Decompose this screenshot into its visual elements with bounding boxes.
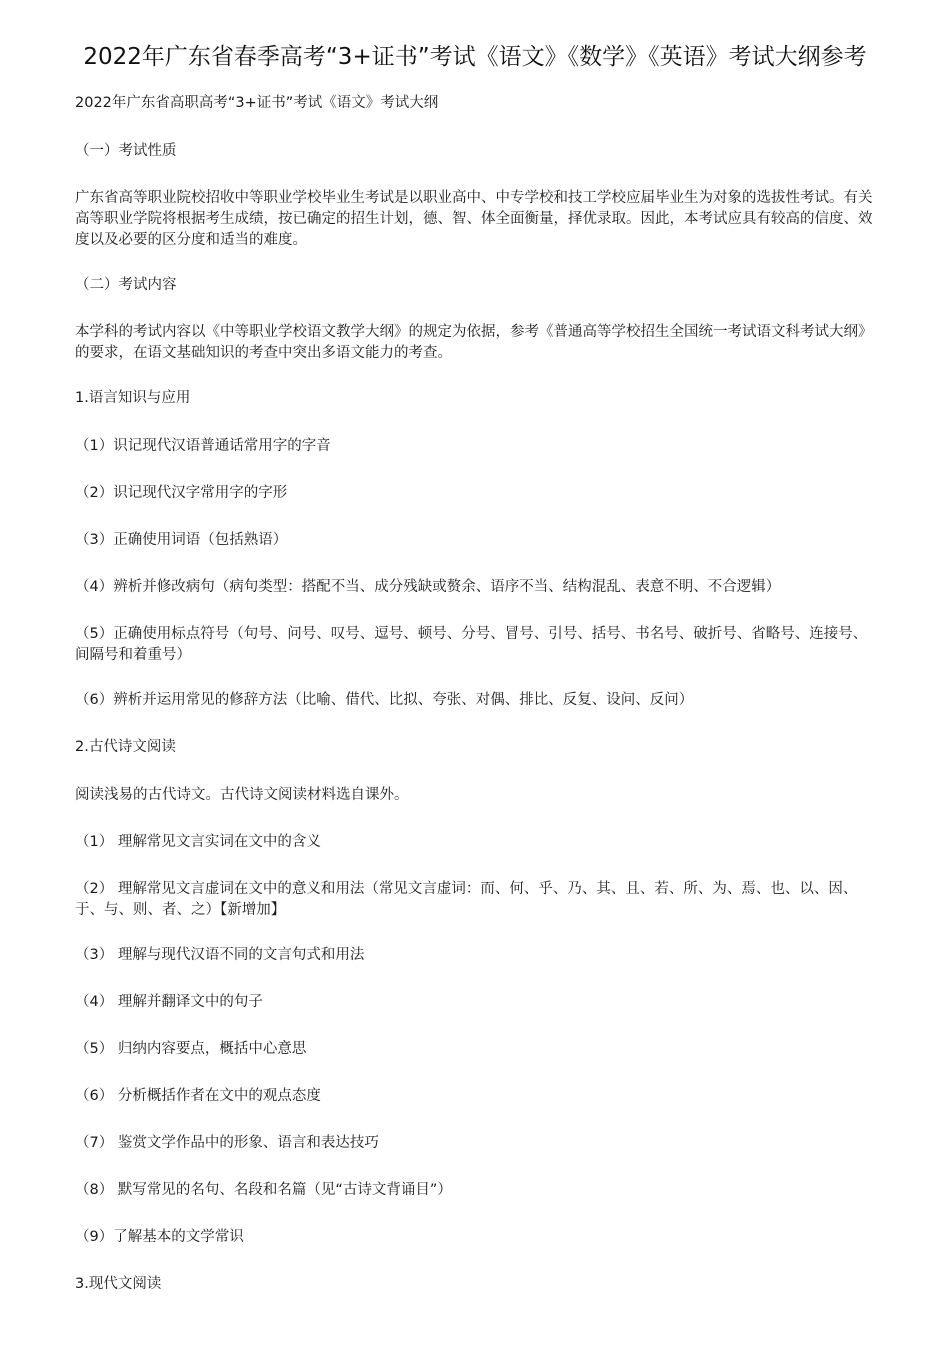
list-item: （7） 鉴赏文学作品中的形象、语言和表达技巧 — [75, 1135, 379, 1151]
section-heading-2: （二）考试内容 — [75, 277, 177, 293]
paragraph-nature: 广东省高等职业院校招收中等职业学校毕业生考试是以职业高中、中专学校和技工学校应届毕业生为对象的选拔性考试。有关高等职业学院将根据考生成绩，按已确定的招生计划，德、智、体全面衡量，择优录取。因此，本考试应具有较高的信度、效度以及必要的区分度和适当的难度。 — [75, 190, 873, 248]
list-item: （3） 理解与现代汉语不同的文言句式和用法 — [75, 947, 365, 963]
list-item: （5） 归纳内容要点，概括中心意思 — [75, 1041, 307, 1057]
subsection-heading-2: 2.古代诗文阅读 — [75, 739, 176, 755]
list-item: （2）识记现代汉字常用字的字形 — [75, 485, 288, 501]
section-heading-1: （一）考试性质 — [75, 143, 177, 159]
list-item: （4） 理解并翻译文中的句子 — [75, 994, 263, 1010]
paragraph-ancient: 阅读浅易的古代诗文。古代诗文阅读材料选自课外。 — [75, 787, 409, 803]
section-heading-yuwen: 2022年广东省高职高考“3+证书”考试《语文》考试大纲 — [75, 95, 439, 111]
subsection-heading-1: 1.语言知识与应用 — [75, 390, 191, 406]
paragraph-content: 本学科的考试内容以《中等职业学校语文教学大纲》的规定为依据，参考《普通高等学校招生全国统一考试语文科考试大纲》的要求，在语文基础知识的考查中突出多语文能力的考查。 — [75, 324, 873, 361]
list-item: （5）正确使用标点符号（句号、问号、叹号、逗号、顿号、分号、冒号、引号、括号、书名号、破折号、省略号、连接号、间隔号和着重号） — [75, 626, 868, 663]
document-title: 2022年广东省春季高考“3+证书”考试《语文》《数学》《英语》考试大纲参考 — [83, 44, 867, 70]
list-item: （6）辨析并运用常见的修辞方法（比喻、借代、比拟、夸张、对偶、排比、反复、设问、反问） — [75, 692, 694, 708]
subsection-heading-3: 3.现代文阅读 — [75, 1276, 162, 1292]
list-item: （3）正确使用词语（包括熟语） — [75, 532, 288, 548]
list-item: （9）了解基本的文学常识 — [75, 1229, 244, 1245]
list-item: （4）辨析并修改病句（病句类型：搭配不当、成分残缺或赘余、语序不当、结构混乱、表意不明、不合逻辑） — [75, 579, 781, 595]
list-item: （1）识记现代汉语普通话常用字的字音 — [75, 438, 331, 454]
list-item: （2） 理解常见文言虚词在文中的意义和用法（常见文言虚词：而、何、乎、乃、其、且、若、所、为、焉、也、以、因、于、与、则、者、之）【新增加】 — [75, 881, 858, 918]
list-item: （6） 分析概括作者在文中的观点态度 — [75, 1088, 321, 1104]
list-item: （8） 默写常见的名句、名段和名篇（见“古诗文背诵目”） — [75, 1182, 452, 1198]
list-item: （1） 理解常见文言实词在文中的含义 — [75, 834, 321, 850]
